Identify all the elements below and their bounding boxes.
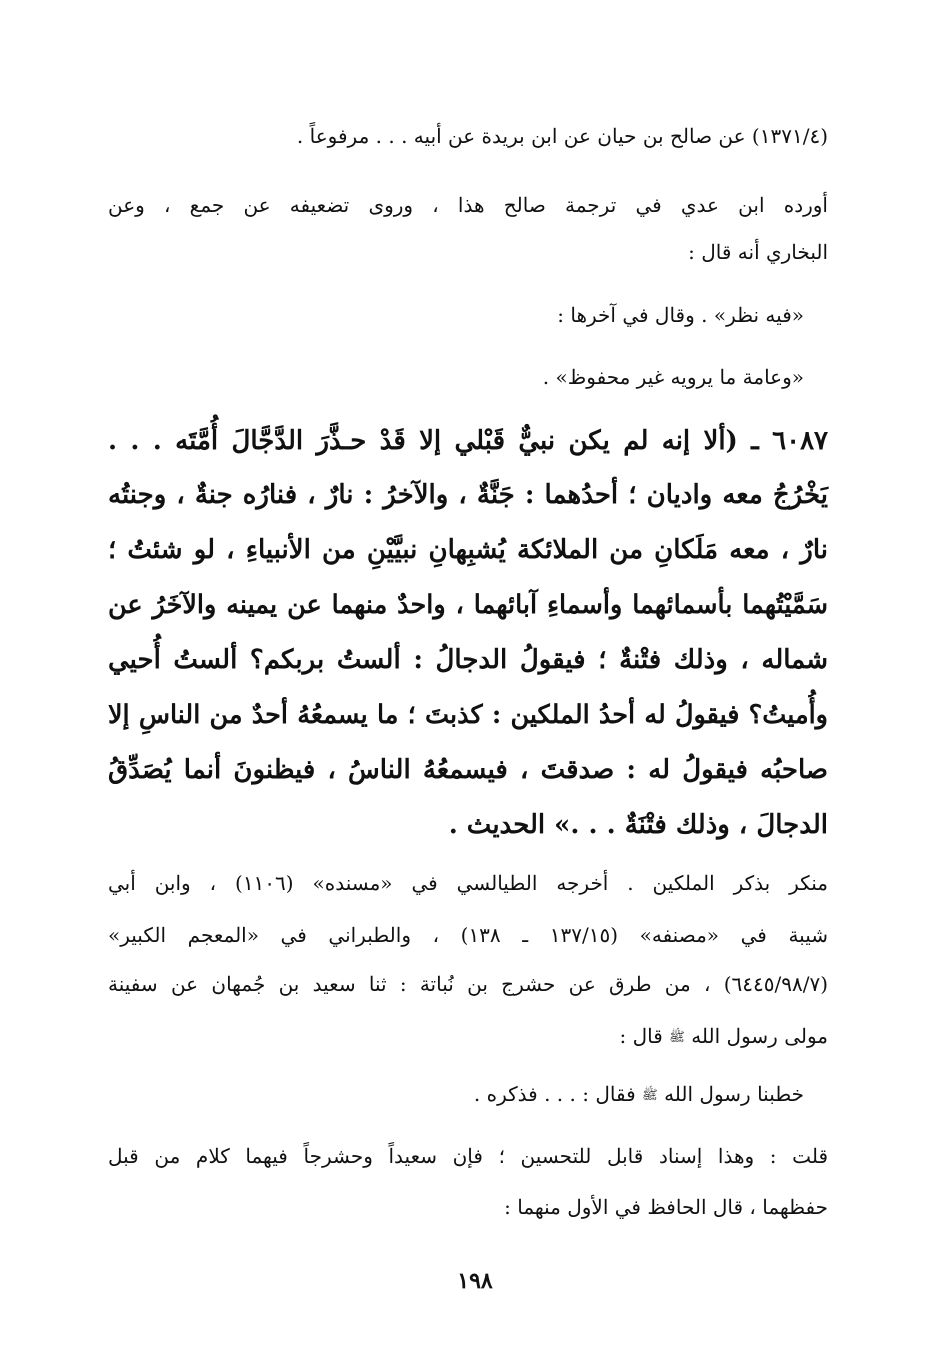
- quote-line: «فيه نظر» . وقال في آخرها :: [557, 303, 804, 327]
- takhrij-line: شيبة في «مصنفه» (١٣٧/١٥ ـ ١٣٨) ، والطبراني في «المعجم الكبير»: [108, 923, 828, 947]
- hadith-text-line: صاحبُه فيقولُ له : صدقتَ ، فيسمعُهُ الناسُ ، فيظنونَ أنما يُصَدِّقُ: [108, 755, 828, 785]
- hadith-text-line: شماله ، وذلك فتْنةٌ ؛ فيقولُ الدجالُ : ألستُ بربكم؟ ألستُ أُحيي: [108, 645, 828, 675]
- hadith-heading-6087: ٦٠٨٧ ـ (ألا إنه لم يكن نبيٌّ قَبْلي إلا قَدْ حـذَّرَ الدَّجَّالَ أُمَّتَه . . .: [108, 426, 828, 456]
- quote-line: «وعامة ما يرويه غير محفوظ» .: [542, 365, 804, 389]
- quote-line: [84, 1082, 804, 1106]
- takhrij-text: مولى رسول الله: [691, 1024, 828, 1048]
- comment-line: قلت : وهذا إسناد قابل للتحسين ؛ فإن سعيداً وحشرجاً فيهما كلام من قبل: [108, 1144, 828, 1168]
- takhrij-text: قال :: [619, 1024, 663, 1048]
- quote-text: خطبنا رسول الله: [664, 1082, 804, 1106]
- takhrij-line: [108, 1024, 828, 1048]
- hadith-text-line: يَخْرُجُ معه واديان ؛ أحدُهما : جَنَّةٌ ، والآخرُ : نارٌ ، فنارُه جنةٌ ، وجنتُه: [108, 480, 828, 510]
- takhrij-line: منكر بذكر الملكين . أخرجه الطيالسي في «مسنده» (١١٠٦) ، وابن أبي: [108, 871, 828, 895]
- hadith-text-line: الدجالَ ، وذلك فتْنَةٌ . . .» الحديث .: [448, 810, 828, 840]
- page-number: ١٩٨: [457, 1268, 493, 1294]
- takhrij-line: (٦٤٤٥/٩٨/٧) ، من طرق عن حشرج بن نُباتة : ثنا سعيد بن جُمهان عن سفينة: [108, 972, 828, 996]
- paragraph-line: أورده ابن عدي في ترجمة صالح هذا ، وروى تضعيفه عن جمع ، وعن: [108, 193, 828, 217]
- hadith-heading-1371: (١٣٧١/٤) عن صالح بن حيان عن ابن بريدة عن أبيه . . . مرفوعاً .: [296, 124, 828, 148]
- salla-symbol: ﷺ: [669, 1030, 685, 1045]
- paragraph-line: البخاري أنه قال :: [688, 240, 828, 264]
- hadith-text-line: نارٌ ، معه مَلَكانِ من الملائكة يُشبِهانِ نبيَّيْنِ من الأنبياءِ ، لو شئتُ ؛: [108, 535, 828, 565]
- hadith-text-line: سَمَّيْتُهما بأسمائهما وأسماءِ آبائهما ، واحدٌ منهما عن يمينه والآخَرُ عن: [108, 590, 828, 620]
- quote-text: فقال : . . . فذكره .: [473, 1082, 636, 1106]
- comment-line: حفظهما ، قال الحافظ في الأول منهما :: [504, 1195, 828, 1219]
- salla-symbol: ﷺ: [642, 1088, 658, 1103]
- hadith-text-line: وأُميتُ؟ فيقولُ له أحدُ الملكين : كذبتَ ؛ ما يسمعُهُ أحدٌ من الناسِ إلا: [108, 700, 828, 730]
